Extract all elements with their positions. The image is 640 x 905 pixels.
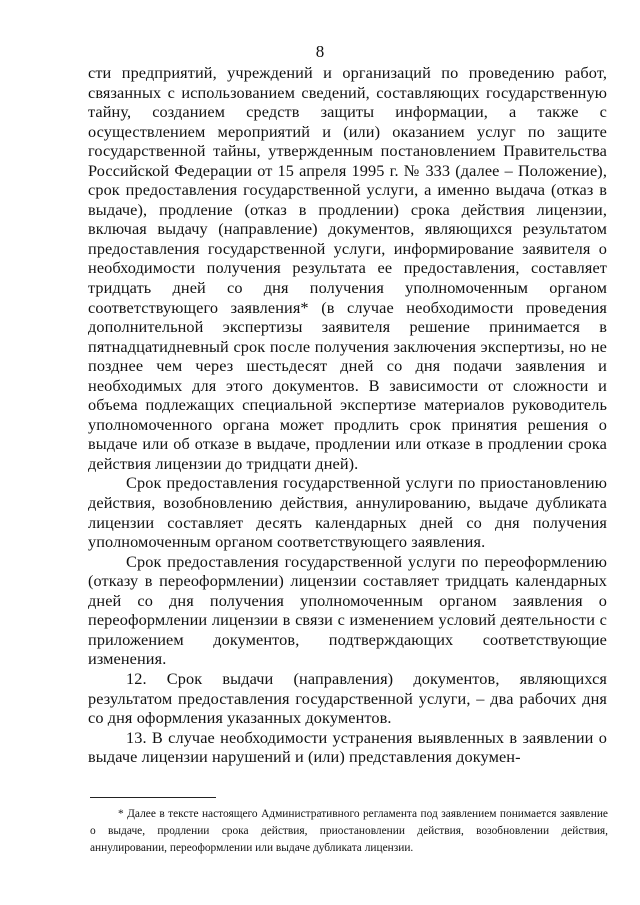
paragraph-reissue-term: Срок предоставления государственной услуги по переоформлению (отказу в переоформлении) лицензии составляет тридцать календарных дней со дня получения уполномоченным органом заявления о переоформлении лицензии в связи с изменением условий деятельности с приложением документов, подтверждающих соответствующие изменения. [88,551,607,669]
footnote-divider [90,797,216,798]
paragraph-suspension-term: Срок предоставления государственной услуги по приостановлению действия, возобновлению действия, аннулированию, выдаче дубликата лицензии составляет десять календарных дней со дня получения уполномоченным органом соответствующего заявления. [88,473,607,552]
body-text [88,63,607,767]
footnote [90,806,608,857]
footnote-marker: * [118,808,124,820]
page-number: 8 [315,42,325,61]
paragraph-item-13: 13. В случае необходимости устранения выявленных в заявлении о выдаче лицензии нарушений и (или) представления докумен- [88,727,607,767]
paragraph-item-12: 12. Срок выдачи (направления) документов, являющихся результатом предоставления государственной услуги, – два рабочих дня со дня оформления указанных документов. [88,668,607,728]
paragraph-continuation: сти предприятий, учреждений и организаций по проведению работ, связанных с использованием сведений, составляющих государственную тайну, созданием средств защиты информации, а также с осуществлением мероприятий и (или) оказанием услуг по защите государственной тайны, утвержденным постановлением Правительства Российской Федерации от 15 апреля 1995 г. № 333 (далее – Положение), срок предоставления государственной услуги, а именно выдача (отказ в выдаче), продление (отказ в продлении) срока действия лицензии, включая выдачу (направление) документов, являющихся результатом предоставления государственной услуги, информирование заявителя о необходимости получения результата ее предоставления, составляет тридцать дней со дня получения уполномоченным органом соответствующего заявления* (в случае необходимости проведения дополнительной экспертизы заявителя решение принимается в пятнадцатидневный срок после получения заключения экспертизы, но не позднее чем через шестьдесят дней со дня подачи заявления и необходимых для этого документов. В зависимости от сложности и объема подлежащих специальной экспертизе материалов руководитель уполномоченного органа может продлить срок принятия решения о выдаче или об отказе в выдаче, продлении или отказе в продлении срока действия лицензии до тридцати дней). [88,63,607,473]
footnote-text: Далее в тексте настоящего Административного регламента под заявлением понимается заявление о выдаче, продлении срока действия, приостановлении действия, возобновлении действия, аннулировании, переоформлении или выдаче дубликата лицензии. [90,808,608,854]
